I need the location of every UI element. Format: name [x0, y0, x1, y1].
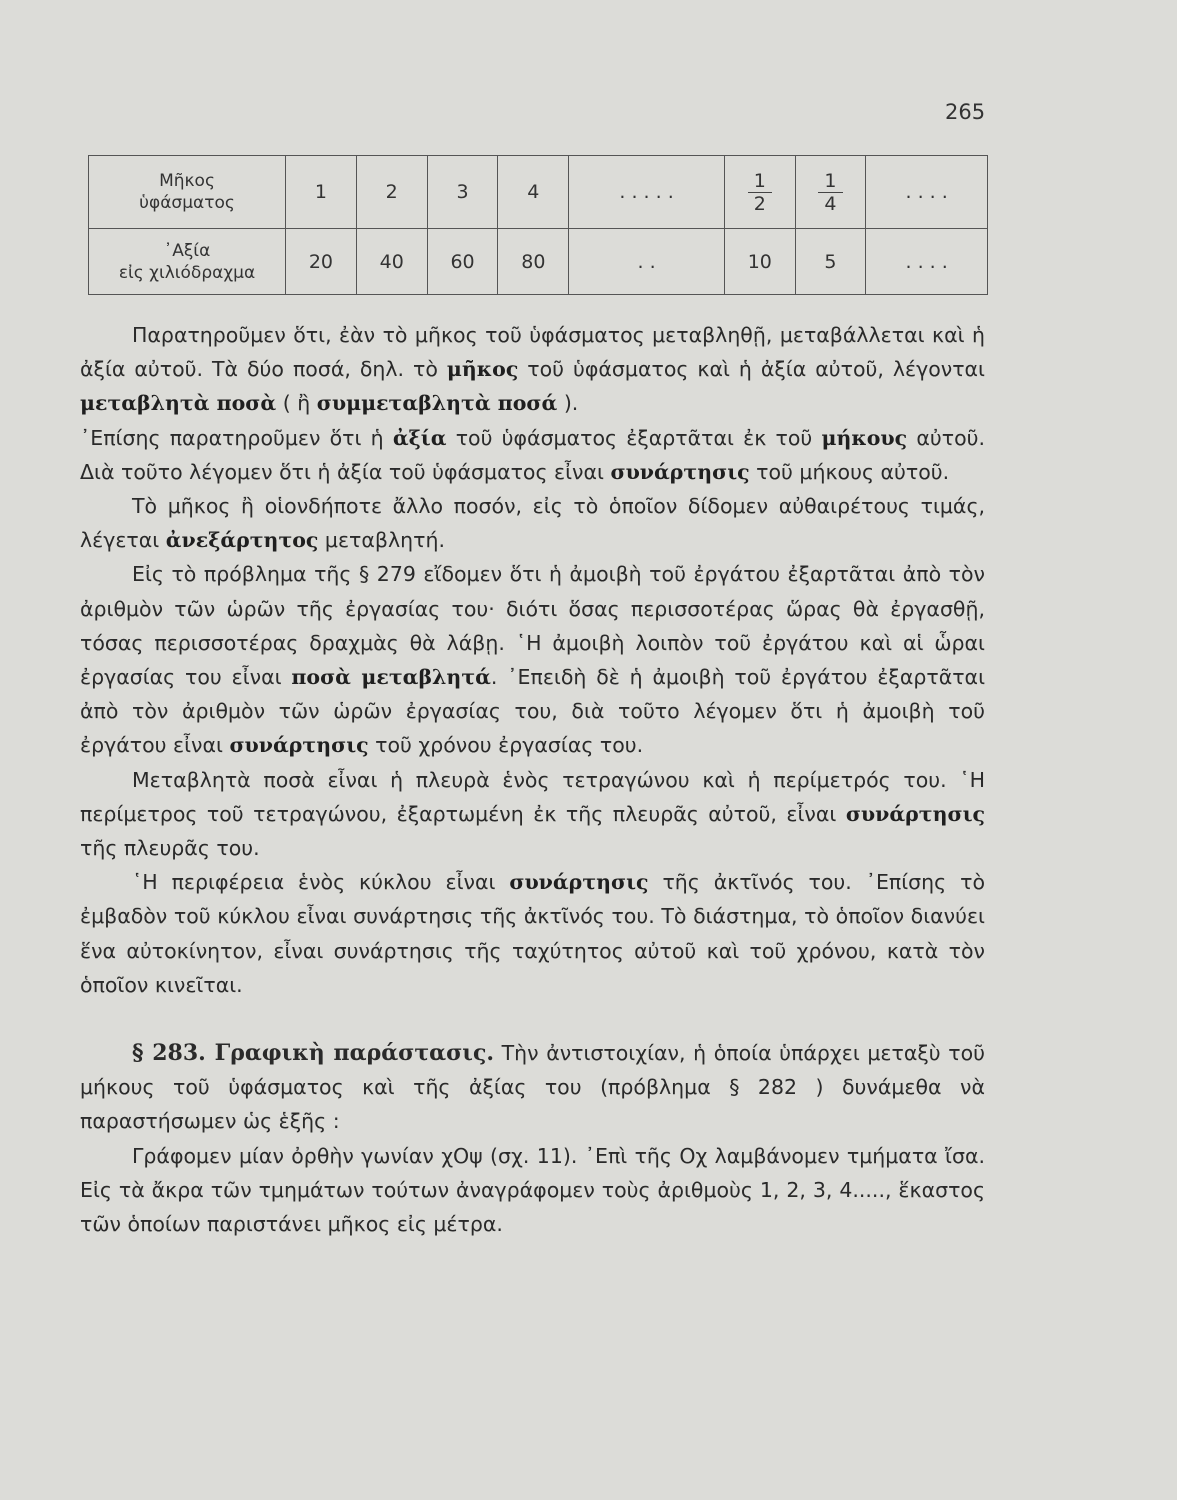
- table-cell: 1: [286, 156, 357, 229]
- table-cell: 3: [427, 156, 498, 229]
- table-cell-fraction-half: $\frac{1}{2}$: [724, 156, 795, 229]
- table-row-length: [89, 156, 988, 229]
- paragraph: Εἰς τὸ πρόβλημα τῆς § 279 εἴδομεν ὅτι ἡ ἀμοιβὴ τοῦ ἐργάτου ἐξαρτᾶται ἀπὸ τὸν ἀριθμὸν τῶν ὡρῶν τῆς ἐργασίας του· διότι ὅσας περισσοτέρας ὥρας θὰ ἐργασθῇ, τόσας περισσοτέρας δραχμὰς θὰ λάβῃ. ῾Η ἀμοιβὴ λοιπὸν τοῦ ἐργάτου καὶ αἱ ὧραι ἐργασίας του εἶναι ποσὰ μεταβλητά. ᾿Επειδὴ δὲ ἡ ἀμοιβὴ τοῦ ἐργάτου ἐξαρτᾶται ἀπὸ τὸν ἀριθμὸν τῶν ὡρῶν ἐργασίας του, διὰ τοῦτο λέγομεν ὅτι ἡ ἀμοιβὴ τοῦ ἐργάτου εἶναι συνάρτησις τοῦ χρόνου ἐργασίας του.: [80, 562, 986, 758]
- paragraph: Μεταβλητὰ ποσὰ εἶναι ἡ πλευρὰ ἑνὸς τετραγώνου καὶ ἡ περίμετρός του. ῾Η περίμετρος τοῦ τετραγώνου, ἐξαρτωμένη ἐκ τῆς πλευρᾶς αὐτοῦ, εἶναι συνάρτησις τῆς πλευρᾶς του.: [80, 767, 985, 861]
- row-header-length: Μῆκος ὑφάσματος: [89, 156, 286, 229]
- paragraph: Γράφομεν μίαν ὀρθὴν γωνίαν χΟψ (σχ. 11). ᾿Επὶ τῆς Οχ λαμβάνομεν τμήματα ἴσα. Εἰς τὰ ἄκρα τῶν τμημάτων τούτων ἀναγράφομεν τοὺς ἀριθμοὺς 1, 2, 3, 4....., ἕκαστος τῶν ὁποίων παριστάνει μῆκος εἰς μέτρα.: [80, 1143, 985, 1237]
- table-cell: 80: [498, 229, 569, 295]
- table-cell: 2: [356, 156, 427, 229]
- table-cell: . . . . .: [569, 156, 725, 229]
- table-cell: 10: [724, 229, 795, 295]
- table-cell: 5: [795, 229, 866, 295]
- section-paragraph: § 283. Γραφικὴ παράστασις. Τὴν ἀντιστοιχίαν, ἡ ὁποία ὑπάρχει μεταξὺ τοῦ μήκους τοῦ ὑφάσματος καὶ τῆς ἀξίας του (πρόβλημα § 282 ) δυνάμεθα νὰ παραστήσωμεν ὡς ἑξῆς :: [80, 1040, 985, 1134]
- length-value-table: [88, 155, 988, 295]
- table-cell: 40: [356, 229, 427, 295]
- table-cell: 4: [498, 156, 569, 229]
- table-cell-fraction-quarter: $\frac{1}{4}$: [795, 156, 866, 229]
- body-text: [80, 318, 985, 1241]
- table-cell: . .: [569, 229, 725, 295]
- page-number: 265: [945, 100, 986, 124]
- table-cell: 60: [427, 229, 498, 295]
- row-header-value: ᾿Αξία εἰς χιλιόδραχμα: [89, 229, 286, 295]
- table-cell: . . . .: [866, 156, 988, 229]
- paragraph: ᾿Επίσης παρατηροῦμεν ὅτι ἡ ἀξία τοῦ ὑφάσματος ἐξαρτᾶται ἐκ τοῦ μήκους αὐτοῦ. Διὰ τοῦτο λέγομεν ὅτι ἡ ἀξία τοῦ ὑφάσματος εἶναι συνάρτησις τοῦ μήκους αὐτοῦ.: [80, 425, 985, 484]
- paragraph: Παρατηροῦμεν ὅτι, ἐὰν τὸ μῆκος τοῦ ὑφάσματος μεταβληθῇ, μεταβάλλεται καὶ ἡ ἀξία αὐτοῦ. Τὰ δύο ποσά, δηλ. τὸ μῆκος τοῦ ὑφάσματος καὶ ἡ ἀξία αὐτοῦ, λέγονται μεταβλητὰ ποσὰ ( ἢ συμμεταβλητὰ ποσά ).: [80, 323, 985, 416]
- table-row-value: [89, 229, 988, 295]
- section-title: § 283. Γραφικὴ παράστασις.: [132, 1040, 495, 1067]
- table-cell: 20: [286, 229, 357, 295]
- paragraph: ῾Η περιφέρεια ἑνὸς κύκλου εἶναι συνάρτησις τῆς ἀκτῖνός του. ᾿Επίσης τὸ ἐμβαδὸν τοῦ κύκλου εἶναι συνάρτησις τῆς ἀκτῖνός του. Τὸ διάστημα, τὸ ὁποῖον διανύει ἕνα αὐτοκίνητον, εἶναι συνάρτησις τῆς ταχύτητος αὐτοῦ καὶ τοῦ χρόνου, κατὰ τὸν ὁποῖον κινεῖται.: [80, 870, 985, 997]
- table-cell: . . . .: [866, 229, 988, 295]
- paragraph: Τὸ μῆκος ἢ οἱονδήποτε ἄλλο ποσόν, εἰς τὸ ὁποῖον δίδομεν αὐθαιρέτους τιμάς, λέγεται ἀνεξάρτητος μεταβλητή.: [80, 494, 985, 553]
